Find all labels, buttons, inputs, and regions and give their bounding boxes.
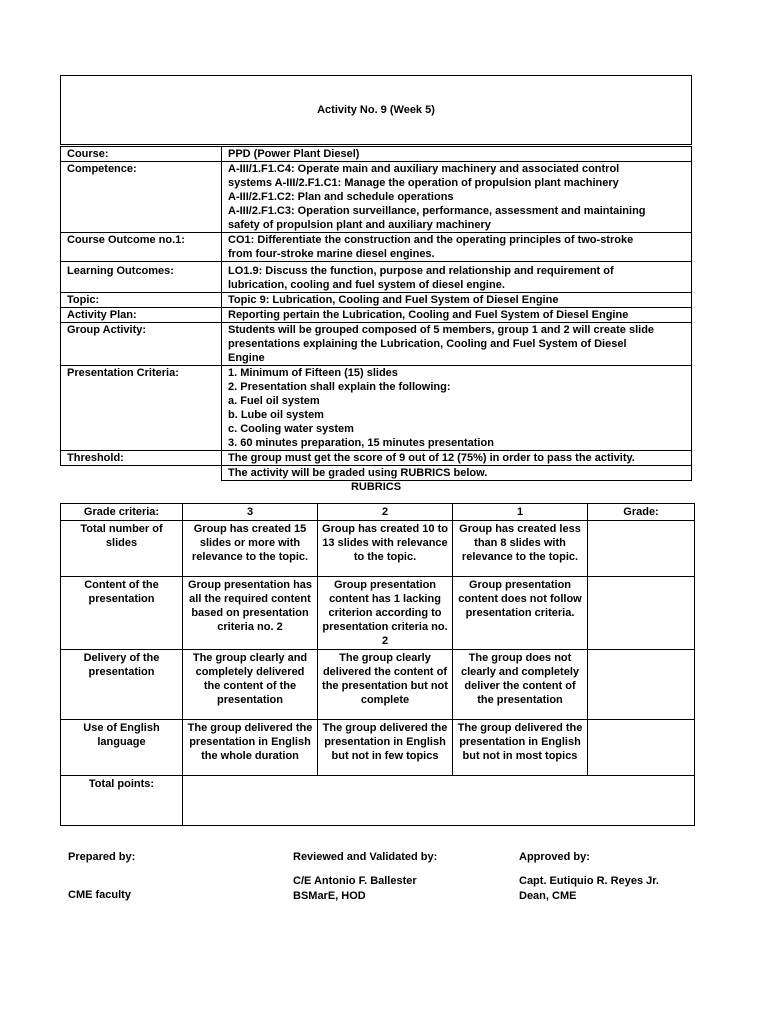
rubrics-header-grade: Grade:: [588, 504, 695, 521]
topic-label: Topic:: [61, 293, 222, 308]
approved-by-name: Capt. Eutiquio R. Reyes Jr.: [519, 875, 659, 887]
rubrics-header-score-2: 2: [318, 504, 453, 521]
rubrics-header-score-3: 3: [183, 504, 318, 521]
activity-plan-row: [61, 308, 692, 323]
activity-title: Activity No. 9 (Week 5): [317, 104, 435, 116]
rubric-row: [61, 720, 695, 776]
total-points-row: [61, 776, 695, 826]
course-row: [61, 147, 692, 162]
activity-plan-value: Reporting pertain the Lubrication, Cooling and Fuel System of Diesel Engine: [222, 308, 692, 323]
activity-plan-label: Activity Plan:: [61, 308, 222, 323]
competence-line: A-III/2.F1.C2: Plan and schedule operations: [228, 191, 454, 203]
rubric-score-2: Group presentation content has 1 lacking criterion according to presentation criteria no. 2: [318, 577, 453, 650]
competence-line: A-III/1.F1.C4: Operate main and auxiliary machinery and associated control: [228, 163, 620, 175]
rubrics-header-row: [61, 504, 695, 521]
group-activity-label: Group Activity:: [61, 323, 222, 366]
criteria-line: 2. Presentation shall explain the following:: [228, 381, 451, 393]
criteria-line: c. Cooling water system: [228, 423, 354, 435]
rubric-grade-cell: [588, 650, 695, 720]
group-activity-line: Students will be grouped composed of 5 members, group 1 and 2 will create slide: [228, 324, 655, 336]
competence-label: Competence:: [61, 162, 222, 233]
group-activity-line: presentations explaining the Lubrication, Cooling and Fuel System of Diesel: [228, 338, 627, 350]
reviewed-by-title: BSMarE, HOD: [293, 890, 366, 902]
rubric-criterion: Total number of slides: [61, 521, 183, 577]
grading-note-row: [61, 466, 692, 481]
presentation-criteria-row: [61, 366, 692, 451]
criteria-line: b. Lube oil system: [228, 409, 324, 421]
rubric-grade-cell: [588, 521, 695, 577]
threshold-label: Threshold:: [61, 451, 222, 466]
rubric-score-2: The group delivered the presentation in English but not in few topics: [318, 720, 453, 776]
threshold-row: [61, 451, 692, 466]
activity-info-table: [60, 146, 692, 481]
criteria-line: 3. 60 minutes preparation, 15 minutes presentation: [228, 437, 494, 449]
competence-line: systems A-III/2.F1.C1: Manage the operation of propulsion plant machinery: [228, 177, 619, 189]
rubric-score-3: The group delivered the presentation in English the whole duration: [183, 720, 318, 776]
threshold-value: The group must get the score of 9 out of 12 (75%) in order to pass the activity.: [222, 451, 692, 466]
rubric-score-1: Group has created less than 8 slides with relevance to the topic.: [453, 521, 588, 577]
prepared-by-name: CME faculty: [68, 889, 131, 901]
group-activity-value: [222, 323, 692, 366]
course-outcome-label: Course Outcome no.1:: [61, 233, 222, 262]
learning-outcomes-line: lubrication, cooling and fuel system of diesel engine.: [228, 279, 505, 291]
topic-row: [61, 293, 692, 308]
rubric-score-3: Group has created 15 slides or more with relevance to the topic.: [183, 521, 318, 577]
rubrics-header-score-1: 1: [453, 504, 588, 521]
competence-value: [222, 162, 692, 233]
rubrics-table: [60, 503, 695, 826]
approved-by-title: Dean, CME: [519, 890, 577, 902]
learning-outcomes-line: LO1.9: Discuss the function, purpose and relationship and requirement of: [228, 265, 614, 277]
learning-outcomes-value: [222, 262, 692, 293]
course-outcome-line: from four-stroke marine diesel engines.: [228, 248, 435, 260]
rubric-score-1: Group presentation content does not follow presentation criteria.: [453, 577, 588, 650]
rubric-score-1: The group does not clearly and completely deliver the content of the presentation: [453, 650, 588, 720]
rubrics-heading: RUBRICS: [350, 481, 402, 493]
rubric-criterion: Delivery of the presentation: [61, 650, 183, 720]
learning-outcomes-label: Learning Outcomes:: [61, 262, 222, 293]
rubric-score-3: Group presentation has all the required content based on presentation criteria no. 2: [183, 577, 318, 650]
approved-by-label: Approved by:: [519, 851, 590, 863]
rubric-score-1: The group delivered the presentation in English but not in most topics: [453, 720, 588, 776]
learning-outcomes-row: [61, 262, 692, 293]
rubric-grade-cell: [588, 577, 695, 650]
reviewed-by-name: C/E Antonio F. Ballester: [293, 875, 417, 887]
grading-note-empty-cell: [61, 466, 222, 481]
rubric-score-3: The group clearly and completely delivered the content of the presentation: [183, 650, 318, 720]
course-outcome-row: [61, 233, 692, 262]
rubric-criterion: Content of the presentation: [61, 577, 183, 650]
grading-note: The activity will be graded using RUBRICS below.: [222, 466, 692, 481]
rubric-criterion: Use of English language: [61, 720, 183, 776]
group-activity-line: Engine: [228, 352, 265, 364]
course-outcome-value: [222, 233, 692, 262]
rubric-row: [61, 521, 695, 577]
competence-line: A-III/2.F1.C3: Operation surveillance, performance, assessment and maintaining: [228, 205, 646, 217]
total-points-label: Total points:: [61, 776, 183, 826]
competence-row: [61, 162, 692, 233]
rubric-row: [61, 650, 695, 720]
total-points-value: [183, 776, 695, 826]
group-activity-row: [61, 323, 692, 366]
presentation-criteria-value: [222, 366, 692, 451]
criteria-line: a. Fuel oil system: [228, 395, 320, 407]
course-label: Course:: [61, 147, 222, 162]
presentation-criteria-label: Presentation Criteria:: [61, 366, 222, 451]
criteria-line: 1. Minimum of Fifteen (15) slides: [228, 367, 398, 379]
topic-value: Topic 9: Lubrication, Cooling and Fuel System of Diesel Engine: [222, 293, 692, 308]
rubric-score-2: The group clearly delivered the content of the presentation but not complete: [318, 650, 453, 720]
rubric-row: [61, 577, 695, 650]
rubric-score-2: Group has created 10 to 13 slides with relevance to the topic.: [318, 521, 453, 577]
rubrics-header-criteria: Grade criteria:: [61, 504, 183, 521]
course-value: PPD (Power Plant Diesel): [222, 147, 692, 162]
reviewed-by-label: Reviewed and Validated by:: [293, 851, 438, 863]
prepared-by-label: Prepared by:: [68, 851, 136, 863]
activity-title-box: [60, 75, 692, 145]
course-outcome-line: CO1: Differentiate the construction and the operating principles of two-stroke: [228, 234, 634, 246]
competence-line: safety of propulsion plant and auxiliary machinery: [228, 219, 491, 231]
rubric-grade-cell: [588, 720, 695, 776]
